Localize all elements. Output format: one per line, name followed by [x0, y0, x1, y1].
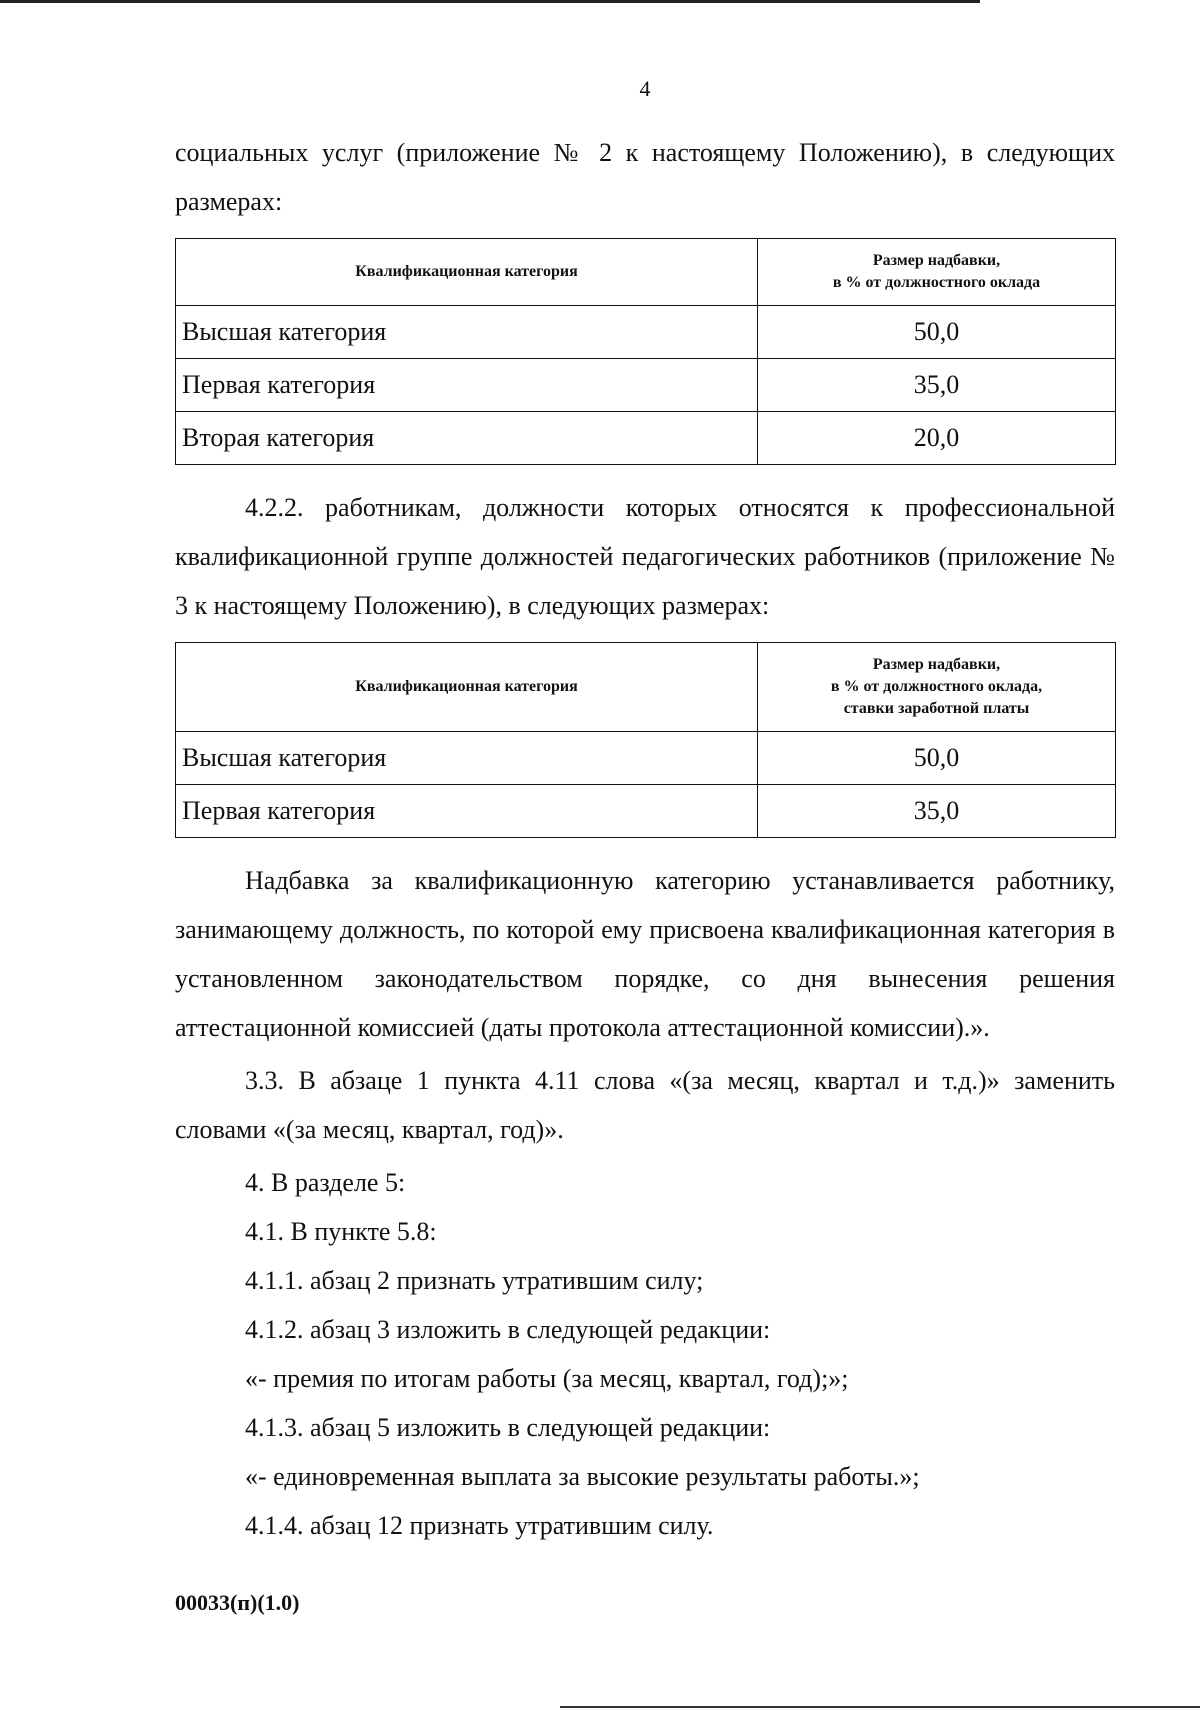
value-cell: 35,0: [758, 359, 1116, 412]
table-header-category: Квалификационная категория: [176, 643, 758, 732]
header-line: в % от должностного оклада: [832, 274, 1041, 291]
top-border-line: [0, 0, 980, 3]
header-line: в % от должностного оклада,: [830, 678, 1043, 695]
document-code: 00033(п)(1.0): [175, 1590, 300, 1615]
list-item: «- премия по итогам работы (за месяц, квартал, год);»;: [245, 1364, 849, 1393]
table-row: [176, 732, 1116, 785]
table-row: [176, 359, 1116, 412]
value-cell: 20,0: [758, 412, 1116, 465]
paragraph-nadbavka: Надбавка за квалификационную категорию устанавливается работнику, занимающему должность, по которой ему присвоена квалификационная категория в установленном законодательством порядке, со дня вынесения решения аттестационной комиссией (даты протокола аттестационной комиссии).».: [175, 866, 1115, 1042]
value-cell: 50,0: [758, 732, 1116, 785]
table-header-amount: [758, 239, 1116, 306]
header-line: Размер надбавки,: [872, 656, 1001, 673]
list-item: 4. В разделе 5:: [245, 1168, 406, 1197]
paragraph-4-2-2: 4.2.2. работникам, должности которых относятся к профессиональной квалификационной группе должностей педагогических работников (приложение № 3 к настоящему Положению), в следующих размерах:: [175, 493, 1115, 620]
category-cell: Высшая категория: [176, 732, 758, 785]
value-cell: 50,0: [758, 306, 1116, 359]
list-item: 4.1.2. абзац 3 изложить в следующей редакции:: [245, 1315, 771, 1344]
category-cell: Высшая категория: [176, 306, 758, 359]
category-cell: Вторая категория: [176, 412, 758, 465]
table-header-row: [176, 643, 1116, 732]
category-cell: Первая категория: [176, 785, 758, 838]
list-item: 4.1. В пункте 5.8:: [245, 1217, 437, 1246]
qualification-table-2: [175, 642, 1116, 838]
category-cell: Первая категория: [176, 359, 758, 412]
list-item: 4.1.3. абзац 5 изложить в следующей редакции:: [245, 1413, 771, 1442]
table-row: [176, 306, 1116, 359]
paragraph-3-3: 3.3. В абзаце 1 пункта 4.11 слова «(за месяц, квартал и т.д.)» заменить словами «(за месяц, квартал, год)».: [175, 1066, 1115, 1144]
value-cell: 35,0: [758, 785, 1116, 838]
page-number: 4: [639, 76, 651, 101]
document-body: [175, 128, 1115, 1550]
qualification-table-1: [175, 238, 1116, 465]
table-header-amount: [758, 643, 1116, 732]
table-header-row: [176, 239, 1116, 306]
bottom-border-line: [560, 1706, 1200, 1708]
table-row: [176, 785, 1116, 838]
list-item: 4.1.1. абзац 2 признать утратившим силу;: [245, 1266, 704, 1295]
list-item: «- единовременная выплата за высокие результаты работы.»;: [245, 1462, 920, 1491]
header-line: ставки заработной платы: [843, 700, 1030, 717]
table-header-category: Квалификационная категория: [176, 239, 758, 306]
intro-paragraph: социальных услуг (приложение № 2 к настоящему Положению), в следующих размерах:: [175, 138, 1115, 216]
list-item: 4.1.4. абзац 12 признать утратившим силу.: [245, 1511, 714, 1540]
table-row: [176, 412, 1116, 465]
header-line: Размер надбавки,: [872, 252, 1001, 269]
